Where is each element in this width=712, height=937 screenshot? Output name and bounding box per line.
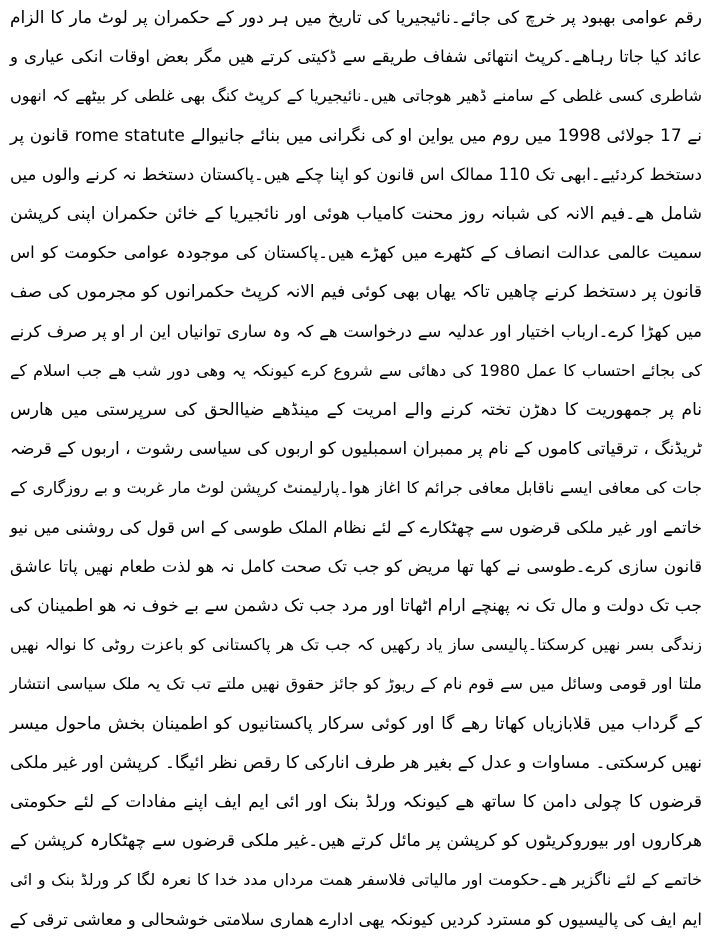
text-line: کی بجائے احتساب کا عمل 1980 کی دھائی سے شروع کرے کیونکہ یہ وھی دور شب ھے جب اسلام کے — [10, 360, 702, 380]
text-line: میں کھڑا کرے۔ارباب اختیار اور عدلیہ سے درخواست ھے کہ وہ ساری توانیاں این ار او پر صرف کرنے — [10, 321, 702, 341]
text-line: دستخط کردئیے۔ابھی تک 110 ممالک اس قانون کو اپنا چکے ھیں۔پاکستان دستخط نہ کرنے والوں میں — [10, 164, 703, 184]
text-line: نھیں کرسکتی۔ مساوات و عدل کے بغیر ھر طرف انارکی کا رقص نظر ائیگا۔ کرپشن اور غیر ملکی — [10, 752, 702, 773]
text-line: نے 17 جولائی 1998 میں روم میں یواین او کی نگرانی میں بنائے جانیوالے rome statute قانون پر — [10, 125, 702, 146]
text-line: جات کی معافی ایسے ناقابل معافی جرائم کا اغاز ھوا۔پارلیمنٹ کرپشن لوٹ مار غربت و بے روزگاری کے — [10, 478, 702, 498]
text-line: ٹریڈنگ ، ترقیاتی کاموں کے نام پر ممبران اسمبلیوں کو اربوں کی سیاسی رشوت ، اربوں کے قرضہ — [9, 439, 702, 460]
text-line: قانون پر دستخط کرنے چاھیں تاکہ یھاں بھی کوئی فیم الانہ کرپٹ حکمرانوں کو مجرموں کی صف — [10, 282, 702, 303]
text-line: زندگی بسر نھیں کرسکتا۔پالیسی ساز یاد رکھیں کہ جب تک ھر پاکستانی کو باعزت روٹی کا نوالہ نھیں — [10, 635, 702, 655]
text-line: نام پر جمھوریت کا دھڑن تختہ کرنے والے امریت کے مینڈھے ضیاالحق کی سرپرستی میں ھارس — [10, 400, 702, 420]
text-line: سمیت عالمی عدالت انصاف کے کٹھرے میں کھڑے ھیں۔پاکستان کی موجودہ عوامی حکومت کو اس — [10, 243, 702, 263]
text-line: ملتا اور قومی وسائل میں سے قوم نام کے ریوڑ کو جائز حقوق نھیں ملتے تب تک یہ ملک سیاسی انتشار — [10, 674, 702, 694]
text-line: خاتمے کے لئے ناگزیر ھے۔حکومت اور مالیاتی فلاسفر ھمت مرداں مدد خدا کا نعرہ لگا کر ورلڈ بنک و ائی — [10, 870, 702, 890]
text-line: جب تک دولت و مال تک نہ پھنچے ارام اٹھاتا اور مرد جب تک دشمن سے بے خوف نہ ھو اطمینان کی — [9, 596, 702, 616]
text-line: عائد کیا جاتا رہاھے۔کرپٹ انتھائی شفاف طریقے سے ڈکیتی کرتے ھیں مگر بعض اوقات انکی عیاری و — [10, 47, 702, 67]
text-line: قرضوں کا چولی دامن کا ساتھ ھے کیونکہ ورلڈ بنک اور ائی ایم ایف اپنے مفادات کے لئے حکومتی — [10, 792, 702, 812]
text-line: قانون سازی کرے۔طوسی نے کھا تھا مریض کو جب تک صحت کامل نہ ھو لذت طعام نھیں پاتا عاشق — [10, 556, 702, 576]
text-line: ایم ایف کی پالیسیوں کو مسترد کردیں کیونکہ یھی ادارے ھماری سلامتی خوشحالی و معاشی ترقی کے — [9, 909, 702, 929]
text-line: خاتمے اور غیر ملکی قرضوں سے چھٹکارے کے لئے نظام الملک طوسی کے اس قول کی روشنی میں نیو — [10, 517, 702, 537]
text-line: شامل ھے۔فیم الانہ کی شبانہ روز محنت کامیاب ھوئی اور نائجیریا کے خائن حکمران اپنی کرپشن — [10, 204, 702, 224]
text-line: کے گرداب میں قلابازیاں کھاتا رھے گا اور کوئی سرکار پاکستانیوں کو اطمینان بخش ماحول میسر — [10, 713, 702, 734]
text-line: ھرکاروں اور بیوروکریٹوں کو کرپشن پر مائل کرتے ھیں۔غیر ملکی قرضوں سے چھٹکارہ کرپشن کے — [10, 831, 702, 852]
text-line: شاطری کسی غلطی کے سامنے ڈھیر ھوجاتی ھیں۔نائیجیریا کے کرپٹ کنگ بھی غلطی کر بیٹھے کہ انھوں — [10, 86, 702, 106]
text-line: رقم عوامی بھبود پر خرچ کی جائے۔نائیجیریا کی تاریخ میں ہر دور کے حکمران پر لوٹ مار کا الزام — [10, 8, 702, 28]
